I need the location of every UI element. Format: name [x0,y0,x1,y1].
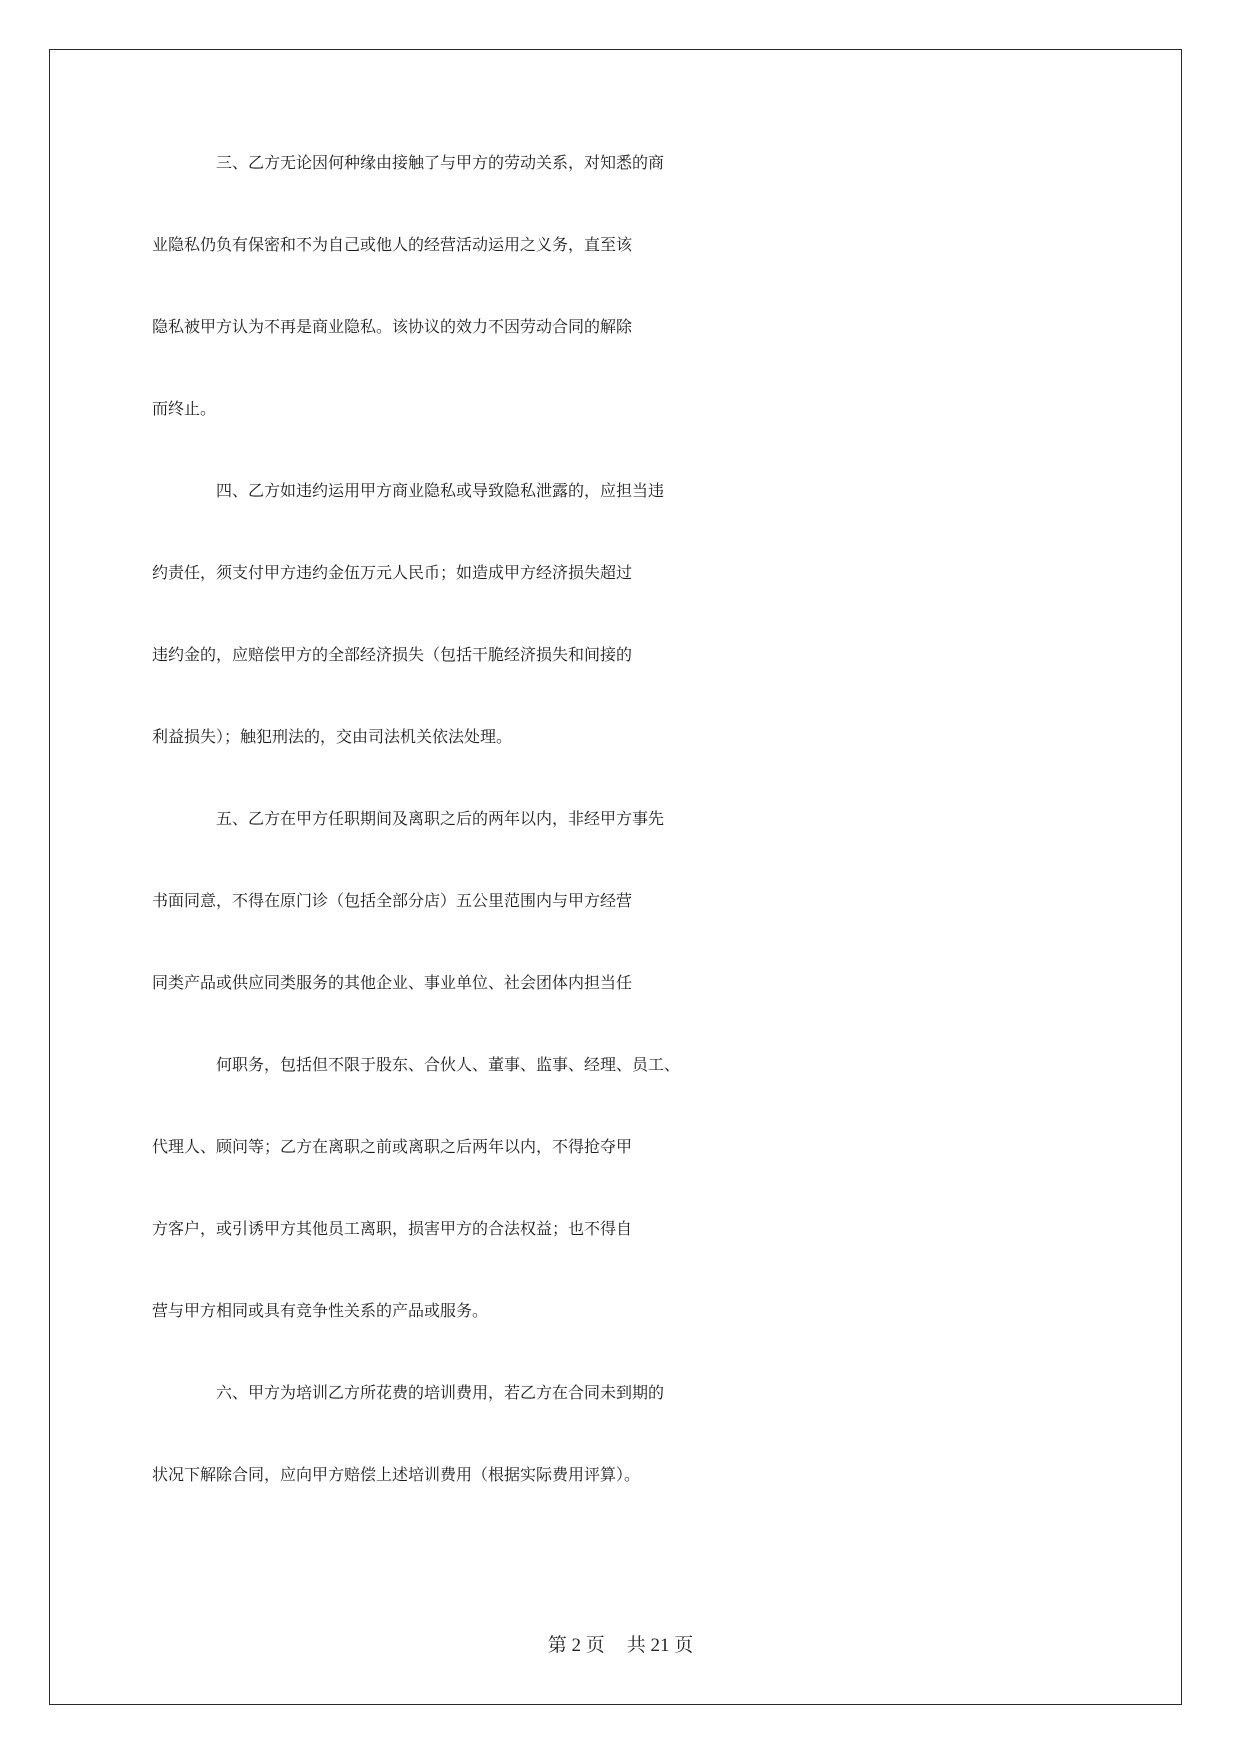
text-line: 隐私被甲方认为不再是商业隐私。该协议的效力不因劳动合同的解除 [152,317,633,336]
text-line: 利益损失）；触犯刑法的，交由司法机关依法处理。 [152,727,513,746]
page-footer [0,1630,1241,1657]
text-line: 业隐私仍负有保密和不为自己或他人的经营活动运用之义务，直至该 [152,235,633,254]
text-line: 代理人、顾问等；乙方在离职之前或离职之后两年以内，不得抢夺甲 [152,1137,633,1156]
text-line: 书面同意，不得在原门诊（包括全部分店）五公里范围内与甲方经营 [152,891,633,910]
text-line: 六、甲方为培训乙方所花费的培训费用，若乙方在合同未到期的 [216,1383,665,1402]
text-line: 营与甲方相同或具有竞争性关系的产品或服务。 [152,1301,489,1320]
paragraph-3 [152,150,1112,478]
text-line: 五、乙方在甲方任职期间及离职之后的两年以内，非经甲方事先 [216,809,665,828]
text-line: 三、乙方无论因何种缘由接触了与甲方的劳动关系，对知悉的商 [216,153,665,172]
text-line: 约责任，须支付甲方违约金伍万元人民币；如造成甲方经济损失超过 [152,563,633,582]
text-line: 而终止。 [152,399,217,418]
paragraph-6 [152,1380,1112,1544]
page-number: 第 2 页 [547,1635,605,1656]
paragraph-5 [152,806,1112,1052]
text-line: 四、乙方如违约运用甲方商业隐私或导致隐私泄露的，应担当违 [216,481,665,500]
document-body [152,150,1112,1544]
paragraph-4 [152,478,1112,806]
text-line: 状况下解除合同，应向甲方赔偿上述培训费用（根据实际费用评算）。 [152,1465,641,1484]
page-total: 共 21 页 [626,1635,694,1656]
text-line: 方客户，或引诱甲方其他员工离职，损害甲方的合法权益；也不得自 [152,1219,633,1238]
text-line: 违约金的，应赔偿甲方的全部经济损失（包括干脆经济损失和间接的 [152,645,633,664]
text-line: 同类产品或供应同类服务的其他企业、事业单位、社会团体内担当任 [152,973,633,992]
text-line: 何职务，包括但不限于股东、合伙人、董事、监事、经理、员工、 [216,1055,681,1074]
paragraph-5-continued [152,1052,1112,1380]
